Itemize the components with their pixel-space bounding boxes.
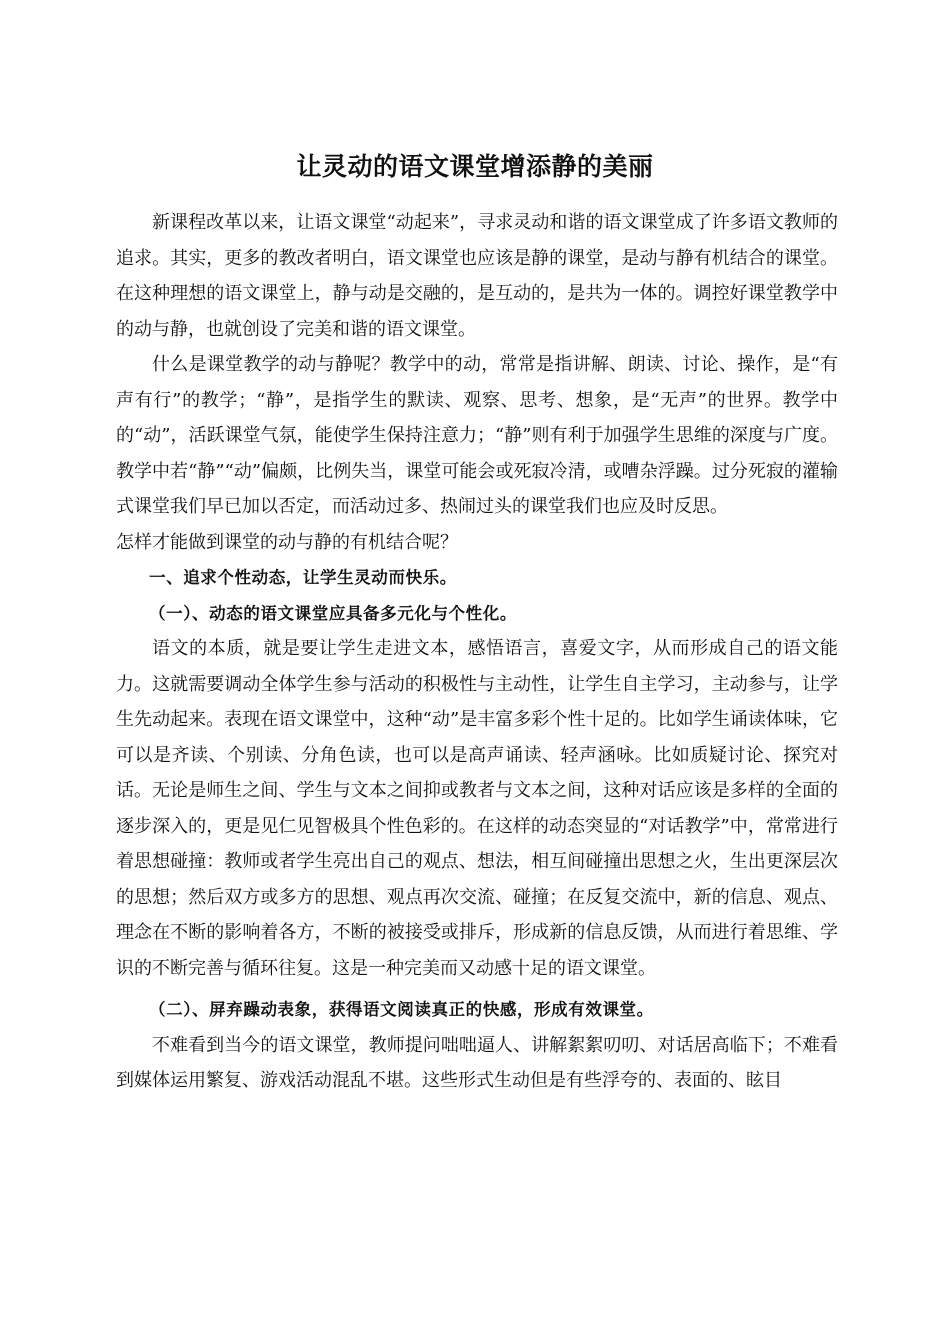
- subsection-heading-2: （二）、屏弃躁动表象，获得语文阅读真正的快感，形成有效课堂。: [149, 1000, 654, 1019]
- paragraph-definition: 什么是课堂教学的动与静呢？教学中的动，常常是指讲解、朗读、讨论、操作，是“有声有行”的教学；“静”，是指学生的默读、观察、思考、想象，是“无声”的世界。教学中的“动”，活跃课堂气氛，能使学生保持注意力；“静”则有利于加强学生思维的深度与广度。教学中若“静”“动”偏颇，比例失当，课堂可能会或死寂冷清，或嘈杂浮躁。过分死寂的灌输式课堂我们早已加以否定，而活动过多、热闹过头的课堂我们也应及时反思。: [116, 354, 838, 517]
- paragraph-effective-class: 不难看到当今的语文课堂，教师提问咄咄逼人、讲解絮絮叨叨、对话居高临下；不难看到媒体运用繁复、游戏活动混乱不堪。这些形式生动但是有些浮夸的、表面的、眩目: [116, 1034, 838, 1091]
- document-title: 让灵动的语文课堂增添静的美丽: [296, 152, 654, 181]
- section-heading-1: 一、追求个性动态，让学生灵动而快乐。: [149, 568, 457, 587]
- subsection-heading-1: （一）、动态的语文课堂应具备多元化与个性化。: [149, 603, 517, 623]
- paragraph-dynamic-class: 语文的本质，就是要让学生走进文本，感悟语言，喜爱文字，从而形成自己的语文能力。这就需要调动全体学生参与活动的积极性与主动性，让学生自主学习，主动参与，让学生先动起来。表现在语文课堂中，这种“动”是丰富多彩个性十足的。比如学生诵读体味，它可以是齐读、个别读、分角色读，也可以是高声诵读、轻声涵咏。比如质疑讨论、探究对话。无论是师生之间、学生与文本之间抑或教者与文本之间，这种对话应该是多样的全面的逐步深入的，更是见仁见智极具个性色彩的。在这样的动态突显的“对话教学”中，常常进行着思想碰撞：教师或者学生亮出自己的观点、想法，相互间碰撞出思想之火，生出更深层次的思想；然后双方或多方的思想、观点再次交流、碰撞；在反复交流中，新的信息、观点、理念在不断的影响着各方，不断的被接受或排斥，形成新的信息反馈，从而进行着思维、学识的不断完善与循环往复。这是一种完美而又动感十足的语文课堂。: [116, 638, 838, 979]
- document-body: [116, 205, 838, 1099]
- paragraph-question: 怎样才能做到课堂的动与静的有机结合呢？: [116, 531, 458, 553]
- paragraph-intro: 新课程改革以来，让语文课堂“动起来”，寻求灵动和谐的语文课堂成了许多语文教师的追求。其实，更多的教改者明白，语文课堂也应该是静的课堂，是动与静有机结合的课堂。在这种理想的语文课堂上，静与动是交融的，是互动的，是共为一体的。调控好课堂教学中的动与静，也就创设了完美和谐的语文课堂。: [116, 212, 838, 340]
